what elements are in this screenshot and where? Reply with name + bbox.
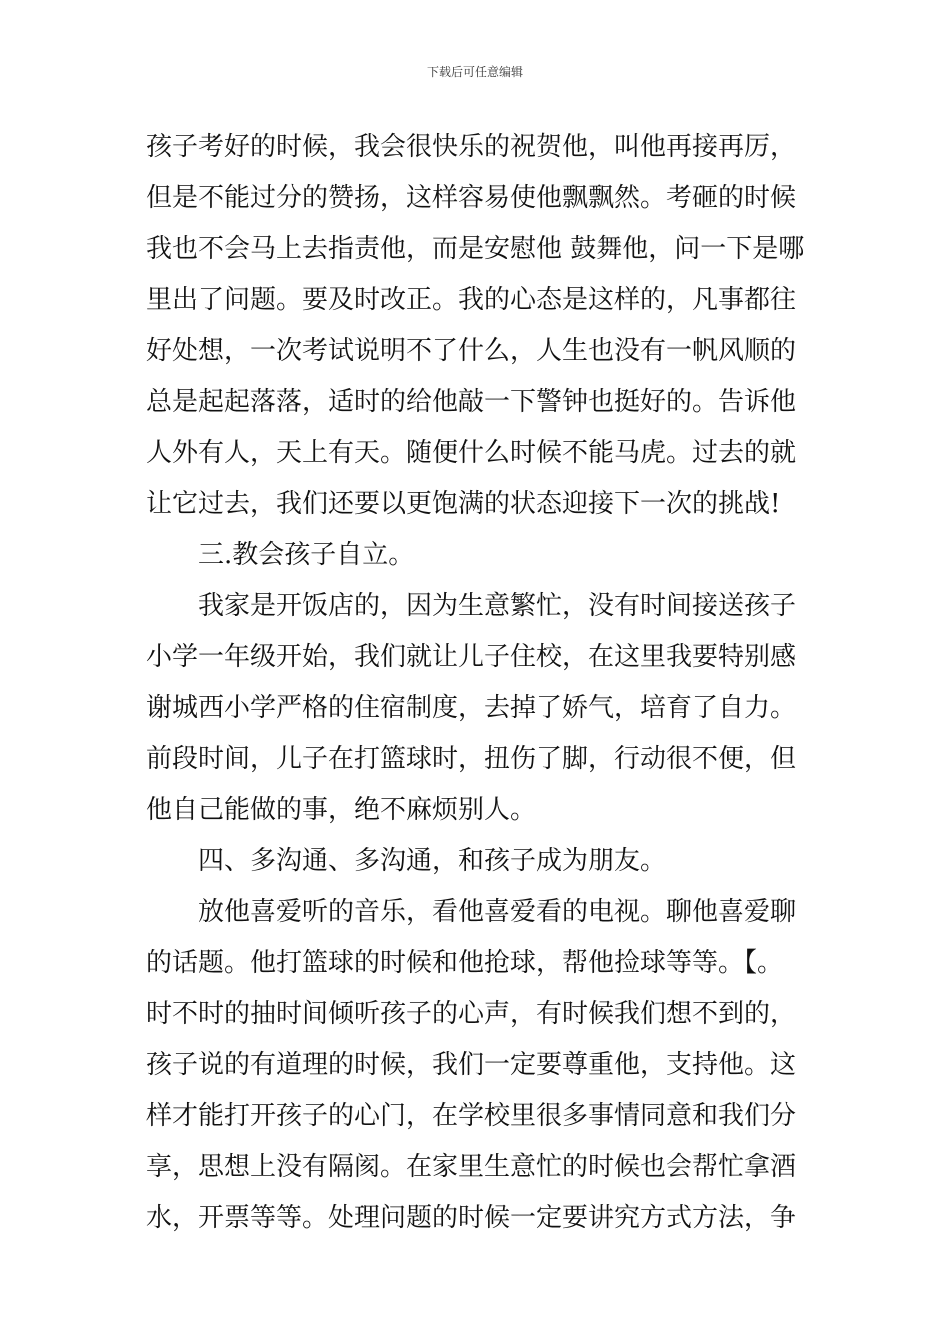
text-line: 让它过去，我们还要以更饱满的状态迎接下一次的挑战!: [146, 489, 781, 519]
text-line: 他自己能做的事，绝不麻烦别人。: [146, 795, 537, 825]
text-line: 孩子考好的时候，我会很快乐的祝贺他，叫他再接再厉，: [146, 132, 797, 162]
text-line: 总是起起落落，适时的给他敲一下警钟也挺好的。告诉他: [146, 387, 797, 417]
page-header: 下载后可任意编辑: [426, 65, 523, 79]
text-line: 我也不会马上去指责他，而是安慰他 鼓舞他，问一下是哪: [146, 234, 805, 264]
text-line: 我家是开饭店的，因为生意繁忙，没有时间接送孩子: [198, 591, 797, 621]
text-line: 享，思想上没有隔阂。在家里生意忙的时候也会帮忙拿酒: [146, 1152, 797, 1182]
text-line: 孩子说的有道理的时候，我们一定要尊重他，支持他。这: [146, 1050, 797, 1080]
text-line: 里出了问题。要及时改正。我的心态是这样的，凡事都往: [146, 285, 797, 315]
text-line: 小学一年级开始，我们就让儿子住校，在这里我要特别感: [146, 642, 797, 672]
text-line: 前段时间，儿子在打篮球时，扭伤了脚，行动很不便，但: [146, 744, 797, 774]
text-line: 但是不能过分的赞扬，这样容易使他飘飘然。考砸的时候: [146, 183, 797, 213]
text-line: 样才能打开孩子的心门，在学校里很多事情同意和我们分: [146, 1101, 797, 1131]
text-line: 水，开票等等。处理问题的时候一定要讲究方式方法，争: [146, 1203, 797, 1233]
section-heading-4: 四、多沟通、多沟通，和孩子成为朋友。: [198, 846, 667, 876]
text-line: 谢城西小学严格的住宿制度，去掉了娇气，培育了自力。: [146, 693, 797, 723]
text-line: 时不时的抽时间倾听孩子的心声，有时候我们想不到的，: [146, 999, 797, 1029]
document-body: [146, 122, 826, 1244]
text-line: 人外有人，天上有天。随便什么时候不能马虎。过去的就: [146, 438, 797, 468]
text-line: 的话题。他打篮球的时候和他抢球，帮他捡球等等。【。: [146, 948, 784, 978]
section-heading-3: 三.教会孩子自立。: [198, 540, 415, 570]
text-line: 放他喜爱听的音乐，看他喜爱看的电视。聊他喜爱聊: [198, 897, 797, 927]
text-line: 好处想，一次考试说明不了什么，人生也没有一帆风顺的: [146, 336, 797, 366]
